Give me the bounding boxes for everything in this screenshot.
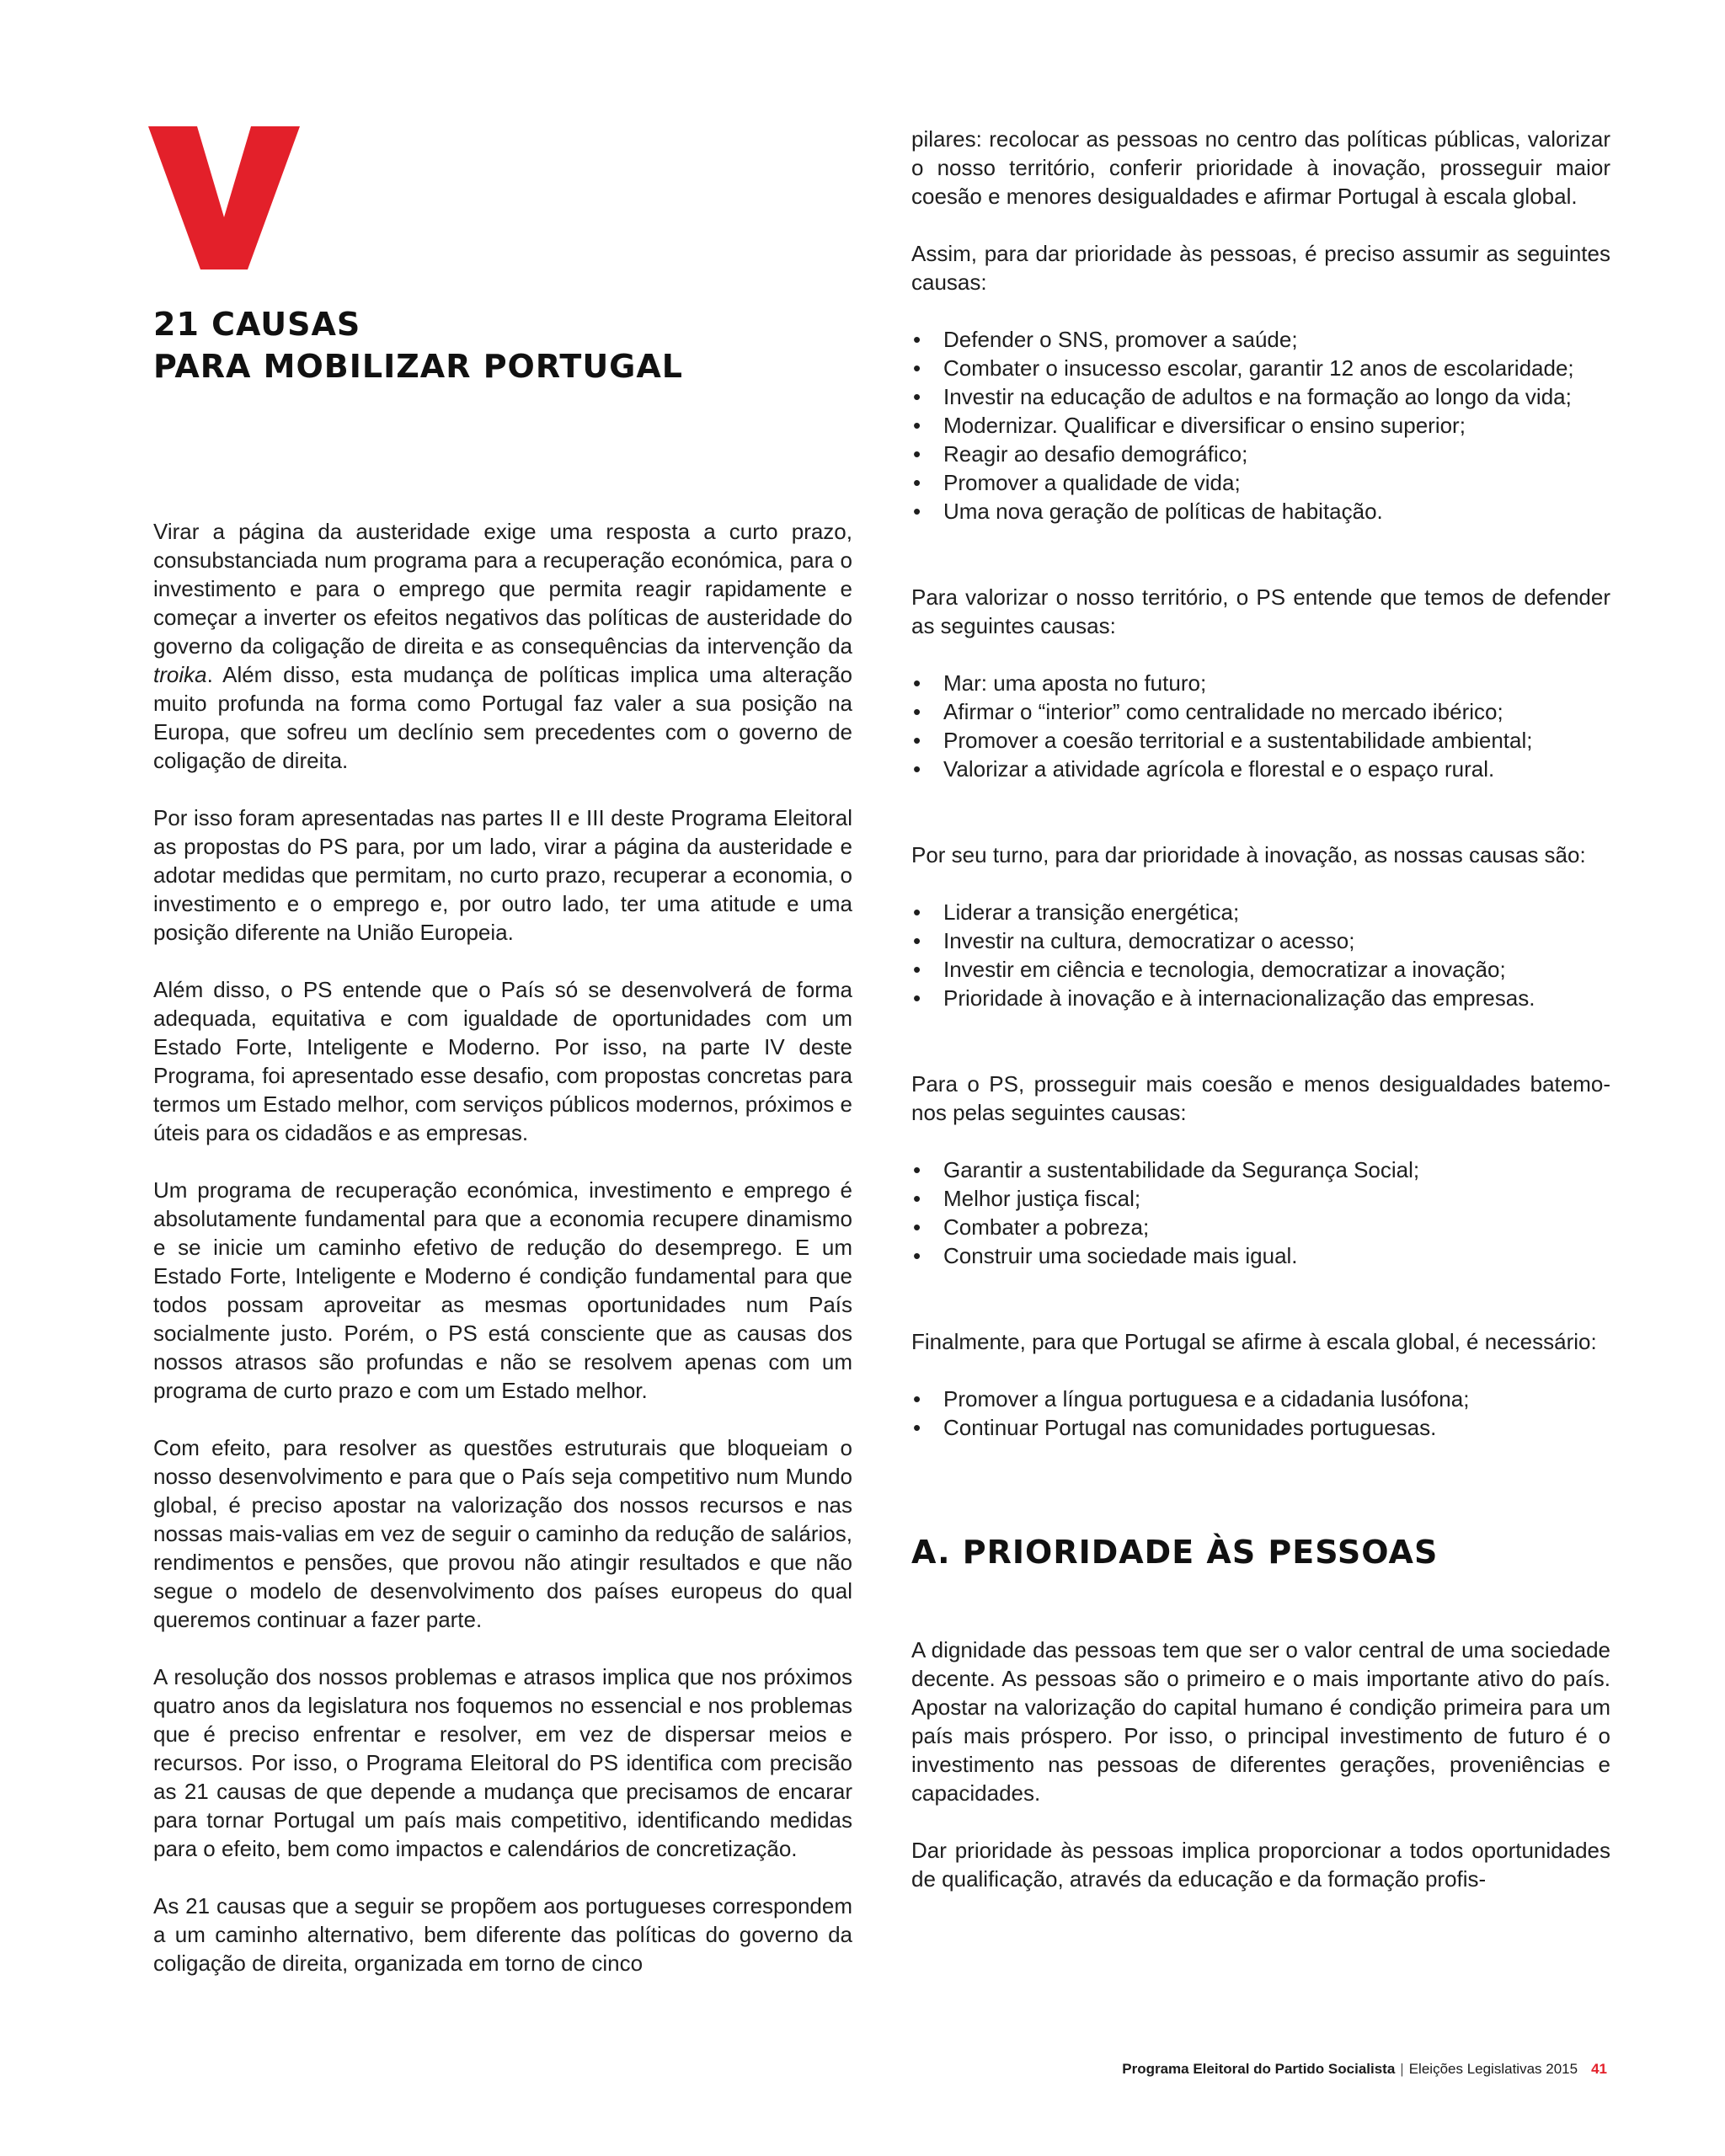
intro-global: Finalmente, para que Portugal se afirme à escala global, é necessário: (911, 1329, 1597, 1354)
title-line-1: 21 CAUSAS (153, 306, 361, 343)
paragraph-dignidade: A dignidade das pessoas tem que ser o valor central de uma sociedade decente. As pessoas são o primeiro e o mais importante ativo do país. Apostar na valorização do capital humano é condição primeira para um país mais próspero. Por isso, o principal investimento de futuro é o investimento nas pessoas de diferentes gerações, proveniências e capacidades. (911, 1637, 1610, 1806)
intro-inovacao: Por seu turno, para dar prioridade à inovação, as nossas causas são: (911, 842, 1586, 867)
right-column (911, 125, 1610, 1922)
numeral-v-shape (148, 126, 300, 270)
page-footer (1122, 2060, 1607, 2079)
list-item: • Modernizar. Qualificar e diversificar o ensino superior; (911, 411, 1610, 440)
list-item: • Investir na educação de adultos e na formação ao longo da vida; (911, 382, 1610, 411)
paragraph-austeridade: Virar a página da austeridade exige uma resposta a curto prazo, consubstanciada num programa para a recuperação económica, para o investimento e para o emprego que permita reagir rapidamente e começar a inverter os efeitos negativos das políticas de austeridade do governo da coligação de direita e as consequências da intervenção da troika. Além disso, esta mudança de políticas implica uma alteração muito profunda na forma como Portugal faz valer a sua posição na Europa, que sofreu um declínio sem precedentes com o governo de coligação de direita. (153, 519, 852, 773)
list-inovacao (911, 898, 1610, 1012)
list-item: • Combater a pobreza; (911, 1213, 1610, 1241)
list-pessoas (911, 325, 1610, 526)
left-column (153, 517, 852, 2006)
list-item: • Garantir a sustentabilidade da Segurança Social; (911, 1155, 1610, 1184)
list-item: • Melhor justiça fiscal; (911, 1184, 1610, 1213)
intro-coesao: Para o PS, prosseguir mais coesão e menos desigualdades batemo-nos pelas seguintes causas: (911, 1071, 1610, 1125)
list-global (911, 1385, 1610, 1442)
list-item: • Liderar a transição energética; (911, 898, 1610, 926)
roman-numeral-v (148, 126, 300, 270)
list-item: • Mar: uma aposta no futuro; (911, 669, 1610, 697)
intro-territorio: Para valorizar o nosso território, o PS entende que temos de defender as seguintes causas: (911, 584, 1610, 638)
page-title (153, 303, 844, 387)
list-territorio (911, 669, 1610, 783)
title-line-2: PARA MOBILIZAR PORTUGAL (153, 348, 683, 385)
paragraph-estado: Além disso, o PS entende que o País só se desenvolverá de forma adequada, equitativa e com igualdade de oportunidades com um Estado Forte, Inteligente e Moderno. Por isso, na parte IV deste Programa, foi apresentado esse desafio, com propostas concretas para termos um Estado melhor, com serviços públicos modernos, próximos e úteis para os cidadãos e as empresas. (153, 977, 852, 1145)
paragraph-21-causas: As 21 causas que a seguir se propõem aos portugueses correspondem a um caminho alternativo, bem diferente das políticas do governo da coligação de direita, organizada em torno de cinco (153, 1893, 852, 1976)
list-item: • Continuar Portugal nas comunidades portuguesas. (911, 1413, 1610, 1442)
list-coesao (911, 1155, 1610, 1270)
paragraph-recuperacao: Um programa de recuperação económica, investimento e emprego é absolutamente fundamental para que a economia recupere dinamismo e se inicie um caminho efetivo de redução do desemprego. E um Estado Forte, Inteligente e Moderno é condição fundamental para que todos possam aproveitar as mesmas oportunidades num País socialmente justo. Porém, o PS está consciente que as causas dos nossos atrasos são profundas e não se resolvem apenas com um programa de curto prazo e com um Estado melhor. (153, 1177, 852, 1403)
list-item: • Valorizar a atividade agrícola e florestal e o espaço rural. (911, 755, 1610, 783)
footer-subtitle: Eleições Legislativas 2015 (1408, 2061, 1578, 2077)
section-heading-pessoas: A. PRIORIDADE ÀS PESSOAS (911, 1534, 1439, 1571)
list-item: • Investir na cultura, democratizar o acesso; (911, 926, 1610, 955)
list-item: • Construir uma sociedade mais igual. (911, 1241, 1610, 1270)
paragraph-pilares: pilares: recolocar as pessoas no centro das políticas públicas, valorizar o nosso território, conferir prioridade à inovação, prosseguir maior coesão e menores desigualdades e afirmar Portugal à escala global. (911, 126, 1610, 209)
list-item: • Promover a qualidade de vida; (911, 468, 1610, 497)
footer-publication: Programa Eleitoral do Partido Socialista (1122, 2061, 1396, 2077)
list-item: • Prioridade à inovação e à internacionalização das empresas. (911, 984, 1610, 1012)
page-number: 41 (1591, 2061, 1607, 2077)
list-item: • Investir em ciência e tecnologia, democratizar a inovação; (911, 955, 1610, 984)
list-item: • Defender o SNS, promover a saúde; (911, 325, 1610, 354)
paragraph-resolucao: A resolução dos nossos problemas e atrasos implica que nos próximos quatro anos da legislatura nos foquemos no essencial e nos problemas que é preciso enfrentar e resolver, em vez de dispersar meios e recursos. Por isso, o Programa Eleitoral do PS identifica com precisão as 21 causas de que depende a mudança que precisamos de encarar para tornar Portugal um país mais competitivo, identificando medidas para o efeito, bem como impactos e calendários de concretização. (153, 1664, 852, 1861)
footer-separator: | (1400, 2061, 1404, 2077)
list-item: • Uma nova geração de políticas de habitação. (911, 497, 1610, 526)
paragraph-partes: Por isso foram apresentadas nas partes II e III deste Programa Eleitoral as propostas do PS para, por um lado, virar a página da austeridade e adotar medidas que permitam, no curto prazo, recuperar a economia, o investimento e o emprego e, por outro lado, ter uma atitude e uma posição diferente na União Europeia. (153, 805, 852, 945)
list-item: • Combater o insucesso escolar, garantir 12 anos de escolaridade; (911, 354, 1610, 382)
paragraph-qualificacao: Dar prioridade às pessoas implica proporcionar a todos oportunidades de qualificação, através da educação e da formação profis- (911, 1838, 1610, 1892)
intro-pessoas: Assim, para dar prioridade às pessoas, é preciso assumir as seguintes causas: (911, 241, 1610, 295)
list-item: • Promover a língua portuguesa e a cidadania lusófona; (911, 1385, 1610, 1413)
list-item: • Reagir ao desafio demográfico; (911, 440, 1610, 468)
list-item: • Promover a coesão territorial e a sustentabilidade ambiental; (911, 726, 1610, 755)
paragraph-estruturais: Com efeito, para resolver as questões estruturais que bloqueiam o nosso desenvolvimento e para que o País seja competitivo num Mundo global, é preciso apostar na valorização dos nossos recursos e nas nossas mais-valias em vez de seguir o caminho da redução de salários, rendimentos e pensões, que provou não atingir resultados e que não segue o modelo de desenvolvimento dos países europeus do qual queremos continuar a fazer parte. (153, 1435, 852, 1632)
troika-italic: troika (153, 662, 207, 687)
list-item: • Afirmar o “interior” como centralidade no mercado ibérico; (911, 697, 1610, 726)
